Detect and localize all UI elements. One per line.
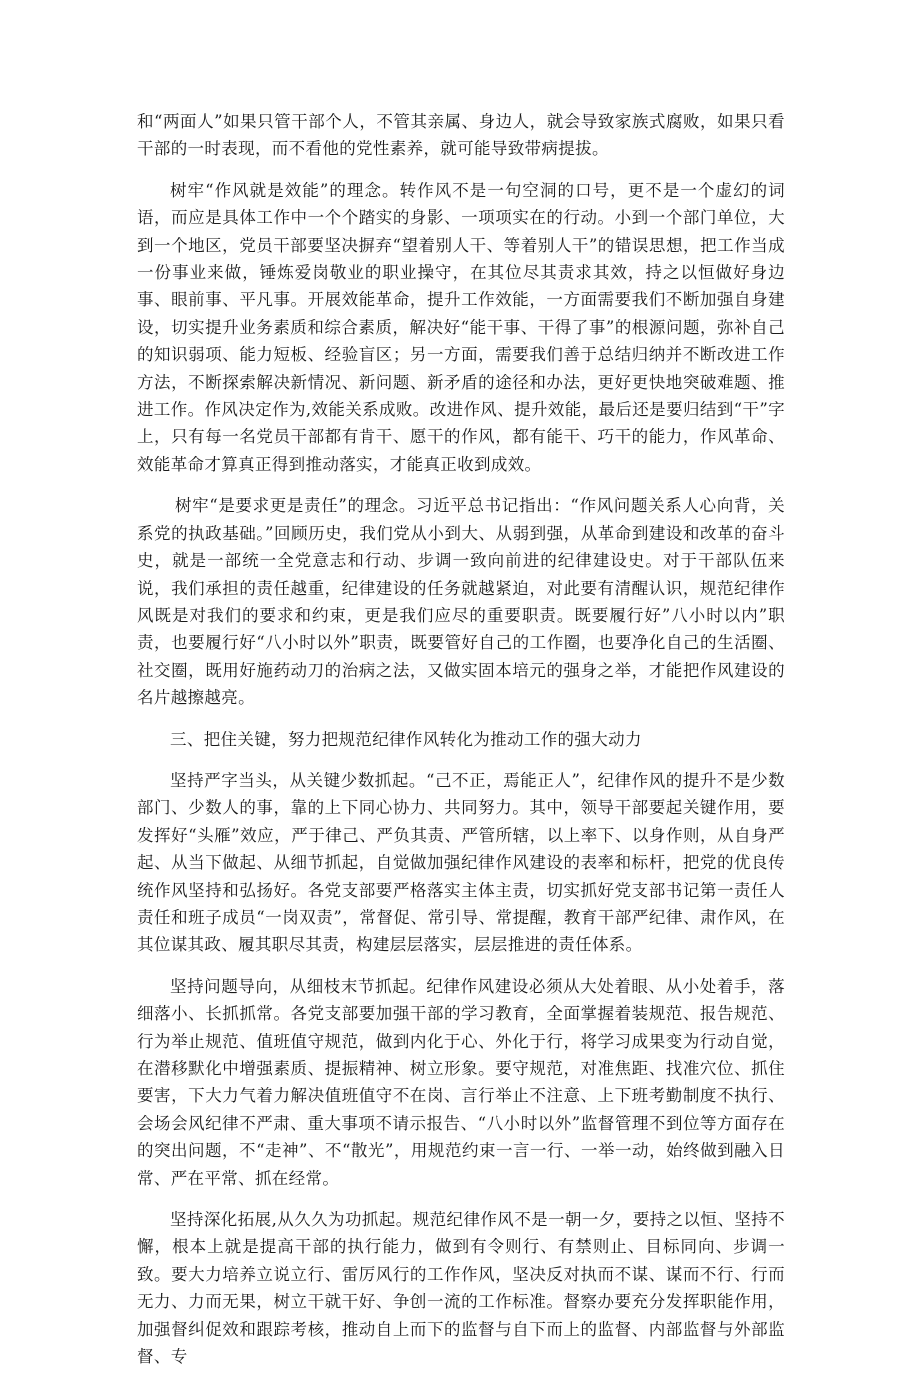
paragraph-responsibility-concept: 树牢“是要求更是责任”的理念。习近平总书记指出：“作风问题关系人心向背，关系党的执政基础。”回顾历史，我们党从小到大、从弱到强，从革命到建设和改革的奋斗史，就是一部统一全党意志和行动、步调一致向前进的纪律建设史。对于干部队伍来说，我们承担的责任越重，纪律建设的任务就越紧迫，对此要有清醒认识，规范纪律作风既是对我们的要求和约束，更是我们应尽的重要职责。既要履行好”八小时以内”职责，也要履行好“八小时以外”职责，既要管好自己的工作圈，也要净化自己的生活圈、社交圈，既用好施药动刀的治病之法，又做实固本培元的强身之举，才能把作风建设的名片越擦越亮。 — [137, 496, 785, 708]
paragraph-continued: 和“两面人”如果只管干部个人，不管其亲属、身边人，就会导致家族式腐败，如果只看干部的一时表现，而不看他的党性素养，就可能导致带病提拔。 — [137, 112, 785, 159]
section-heading-three: 三、把住关键，努力把规范纪律作风转化为推动工作的强大动力 — [170, 729, 642, 749]
paragraph-strictness: 坚持严字当头，从关键少数抓起。“己不正，焉能正人”，纪律作风的提升不是少数部门、少数人的事，靠的上下同心协力、共同努力。其中，领导干部要起关键作用，要发挥好“头雁”效应，严于律己、严负其责、严管所辖，以上率下、以身作则，从自身严起、从当下做起、从细节抓起，自觉做加强纪律作风建设的表率和标杆，把党的优良传统作风坚持和弘扬好。各党支部要严格落实主体主责，切实抓好党支部书记第一责任人责任和班子成员“一岗双责”，常督促、常引导、常提醒，教育干部严纪律、肃作风，在其位谋其政、履其职尽其责，构建层层落实，层层推进的责任体系。 — [137, 770, 785, 955]
paragraph-deepen-expand: 坚持深化拓展,从久久为功抓起。规范纪律作风不是一朝一夕，要持之以恒、坚持不懈，根本上就是提高干部的执行能力，做到有令则行、有禁则止、目标同向、步调一致。要大力培养立说立行、雷厉风行的工作作风，坚决反对执而不谋、谋而不行、行而无力、力而无果，树立干就干好、争创一流的工作标准。督察办要充分发挥职能作用，加强督纠促效和跟踪考核，推动自上而下的监督与自下而上的监督、内部监督与外部监督、专 — [137, 1210, 785, 1367]
document-page — [137, 108, 785, 1384]
paragraph-efficiency-concept: 树牢“作风就是效能”的理念。转作风不是一句空洞的口号，更不是一个虚幻的词语，而应是具体工作中一个个踏实的身影、一项项实在的行动。小到一个部门单位，大到一个地区，党员干部要坚决摒弃“望着别人干、等着别人干”的错误思想，把工作当成一份事业来做，锤炼爱岗敬业的职业操守，在其位尽其责求其效，持之以恒做好身边事、眼前事、平凡事。开展效能革命，提升工作效能，一方面需要我们不断加强自身建设，切实提升业务素质和综合素质，解决好“能干事、干得了事”的根源问题，弥补自己的知识弱项、能力短板、经验盲区；另一方面，需要我们善于总结归纳并不断改进工作方法，不断探索解决新情况、新问题、新矛盾的途径和办法，更好更快地突破难题、推进工作。作风决定作为,效能关系成败。改进作风、提升效能，最后还是要归结到“干”字上，只有每一名党员干部都有肯干、愿干的作风，都有能干、巧干的能力，作风革命、效能革命才算真正得到推动落实，才能真正收到成效。 — [137, 180, 785, 474]
paragraph-problem-oriented: 坚持问题导向，从细枝末节抓起。纪律作风建设必须从大处着眼、从小处着手，落细落小、长抓抓常。各党支部要加强干部的学习教育，全面掌握着装规范、报告规范、行为举止规范、值班值守规范，做到内化于心、外化于行，将学习成果变为行动自觉，在潜移默化中增强素质、提振精神、树立形象。要守规范，对准焦距、找准穴位、抓住要害，下大力气着力解决值班值守不在岗、言行举止不注意、上下班考勤制度不执行、会场会风纪律不严肃、重大事项不请示报告、“八小时以外”监督管理不到位等方面存在的突出问题，不“走神”、不“散光”，用规范约束一言一行、一举一动，始终做到融入日常、严在平常、抓在经常。 — [137, 976, 785, 1188]
